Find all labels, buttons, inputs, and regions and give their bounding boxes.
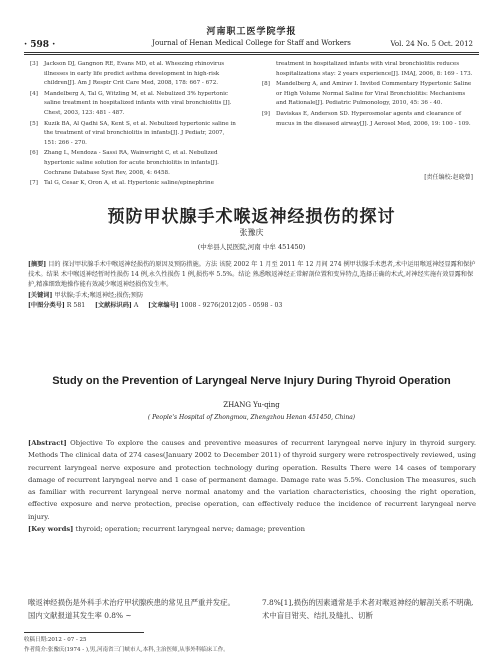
abstract-en-text: [Abstract] Objective To explore the causes and preventive measures of recurrent laryngeal nerve injury in thyroid surgery. Methods The clinical data of 274 cases(January 2002 to December 2011) of thyroid surgery were retrospectively reviewed, using recurrent laryngeal nerve exposure and protection technology during operation. Results There were 14 cases of temporary damage of recurrent laryngeal nerve and 1 case of permanent damage. Damage rate was 5.5%. Conclusion The measures, such as familiar with recurrent laryngeal nerve normal anatomy and the variation characteristics, choosing the right operation, effective exposure and nerve protection, precise operation, can effectively reduce the incidence of recurrent laryngeal nerve injury. xyxy=(28,439,476,521)
reference-item: [6] Zhang L, Mendoza - Sassi RA, Wainwright C, et al. Nebulized hypertonic saline solution for acute bronchiolitis in infants[J]. Cochrane Database Syst Rev, 2008, 4: 6458. xyxy=(30,150,219,176)
article-title-cn: 预防甲状腺手术喉返神经损伤的探讨 xyxy=(107,207,396,227)
author-cn: 张豫庆 xyxy=(239,228,264,237)
body-right-column: 7.8%[1],损伤的因素通常是手术者对喉返神经的解剖关系不明确,术中盲目钳夹、结扎及缝扎、切断 xyxy=(262,598,474,620)
affiliation-cn: (中牟县人民医院,河南 中牟 451450) xyxy=(197,243,306,251)
reference-item: [7] Tal G, Cesar K, Oron A, et al. Hypertonic saline/epinephrine xyxy=(30,180,214,187)
classification-line: [中图分类号] R 581 [文献标识码] A [文章编号] 1008 - 9276(2012)05 - 0598 - 03 xyxy=(28,301,283,309)
editor-note: [责任编校:赵晓曾] xyxy=(424,174,473,181)
page-number: · 598 · xyxy=(24,40,56,50)
header-rule xyxy=(24,52,479,53)
abstract-cn xyxy=(28,260,476,311)
journal-title-en: Journal of Henan Medical College for Staff and Workers xyxy=(152,39,351,47)
reference-item: [9] Daviskas E, Anderson SD. Hyperosmolar agents and clearance of mucus in the diseased airway[J]. J Aerosol Med, 2006, 19: 100 - 109. xyxy=(262,110,471,127)
author-en: ZHANG Yu-qing xyxy=(223,401,280,409)
keywords-en: [Key words] thyroid; operation; recurrent laryngeal nerve; damage; prevention xyxy=(28,525,306,534)
abstract-en xyxy=(28,437,476,535)
header-rule-thin xyxy=(24,54,479,55)
body-left-column: 喉返神经损伤是外科手术治疗甲状腺疾患的常见且严重并发症。国内文献报道其发生率 0.8% ~ xyxy=(28,598,235,620)
author-bio: 作者简介:张豫庆(1974 - ),男,河南省三门峡市人,本科,主治医师,从事外科临床工作。 xyxy=(24,647,229,653)
reference-item: treatment in hospitalized infants with viral bronchiolitis reduces hospitalizations stay: 2 years experience[J]. IMAJ, 2006, 8: 169 - 173. xyxy=(276,61,473,77)
reference-item: [8] Mandelberg A, and Amirav I. Invited Commentary Hypertonic Saline or High Volume Normal Saline for Viral Bronchiolitis: Mechanisms and Rationale[J]. Pediatric Pulmonology, 2010, 45: 36 - 40. xyxy=(262,81,472,107)
volume-issue: Vol. 24 No. 5 Oct. 2012 xyxy=(390,40,473,48)
footnote-rule xyxy=(24,632,144,633)
reference-item: [5] Kuzik BA, Al Qadhi SA, Kent S, et al. Nebulized hypertonic saline in the treatment of viral bronchiolitis in infants[J]. J Pediatr, 2007, 151: 266 - 270. xyxy=(30,120,236,146)
received-date: 收稿日期:2012 - 07 - 25 xyxy=(24,637,87,643)
keywords-cn: [关键词] 甲状腺;手术;喉返神经;损伤;预防 xyxy=(28,291,144,299)
reference-item: [3] Jackson DJ, Gangnon RE, Evans MD, et al. Wheezing rhinovirus illnesses in early life predict asthma development in high-risk children[J]. Am J Respir Crit Care Med, 2008, 178: 667 - 672. xyxy=(30,61,225,87)
affiliation-en: ( People's Hospital of Zhongmou, Zhengzhou Henan 451450, China) xyxy=(147,414,356,421)
references-right-column xyxy=(262,60,474,130)
article-title-en: Study on the Prevention of Laryngeal Nerve Injury During Thyroid Operation xyxy=(52,375,451,387)
references-left-column xyxy=(30,60,236,190)
reference-item: [4] Mandelberg A, Tal G, Witzling M, et al. Nebulized 3% hypertonic saline treatment in hospitalized infants with viral bronchiolitis [J]. Chest, 2003, 123: 481 - 487. xyxy=(30,90,232,116)
abstract-cn-text: [摘要] 目的 探讨甲状腺手术中喉返神经损伤的原因及预防措施。方法 该院 2002 年 1 月至 2011 年 12 月间 274 例甲状腺手术患者,术中运用喉返神经显露和保护技术。结果 术中喉返神经暂时性损伤 14 例,永久性损伤 1 例,损伤率 5.5%。结论 熟悉喉返神经正常解剖位置和变异特点,选择正确的术式,对神经实施有效显露和保护,精准细致地操作能有效减少喉返神经损伤发生率。 xyxy=(28,261,476,289)
journal-title-cn: 河南职工医学院学报 xyxy=(206,27,297,37)
